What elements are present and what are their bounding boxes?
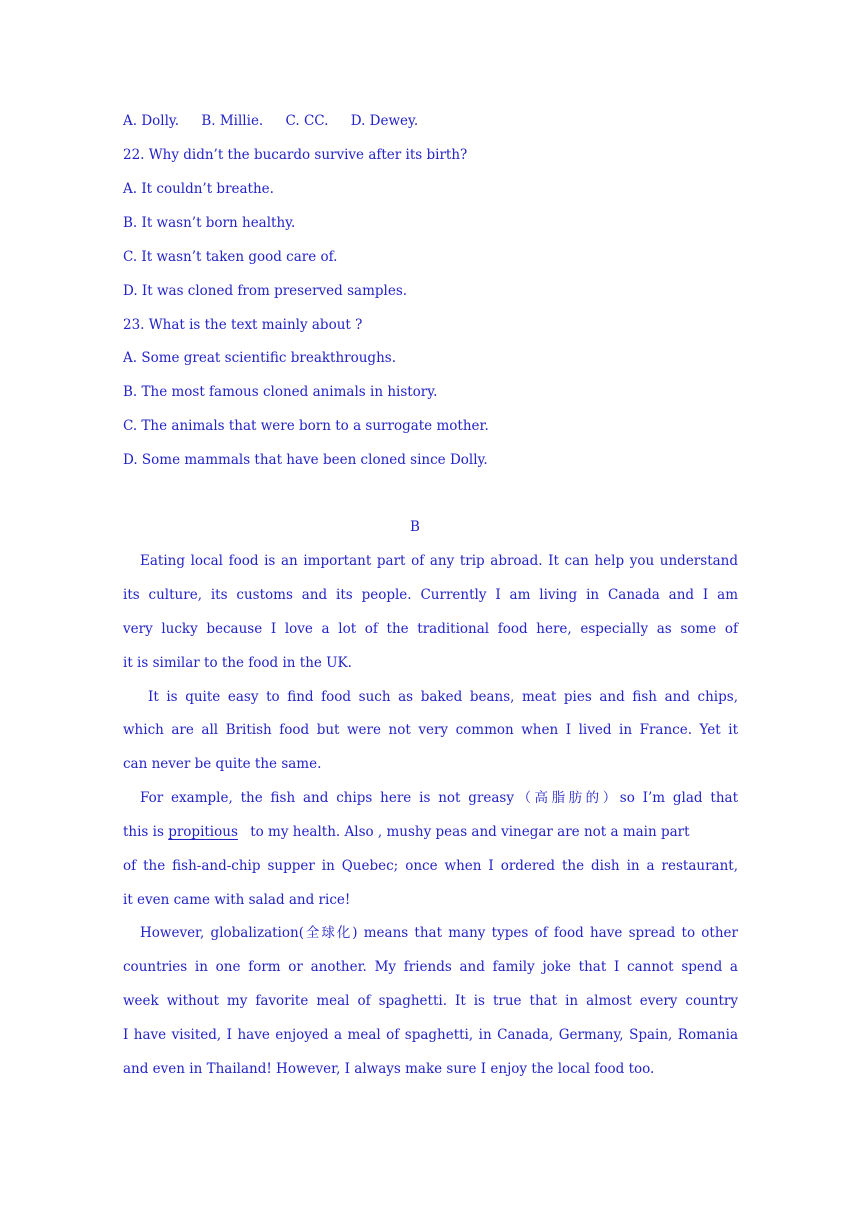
underlined-word: propitious [168, 824, 238, 840]
q23-option-d: D. Some mammals that have been cloned since Dolly. [123, 452, 488, 468]
q21-option-a: A. Dolly. [123, 113, 180, 129]
q23-option-a: A. Some great scientific breakthroughs. [123, 350, 396, 366]
q21-options [123, 112, 436, 130]
passage-line: it is similar to the food in the UK. [123, 655, 352, 671]
passage-line: I have visited, I have enjoyed a meal of spaghetti, in Canada, Germany, Spain, Romania [123, 1027, 738, 1043]
q21-option-c: C. CC. [285, 113, 329, 129]
q22-question: 22. Why didn’t the bucardo survive after its birth? [123, 147, 468, 163]
passage-line: For example, the fish and chips here is not greasy（高脂肪的）so I’m glad that [140, 790, 738, 806]
passage-line: However, globalization(全球化) means that many types of food have spread to other [140, 925, 738, 941]
passage-text: to my health. Also , mushy peas and vinegar are not a main part [250, 824, 690, 840]
passage-line: countries in one form or another. My friends and family joke that I cannot spend a [123, 959, 738, 975]
q23-question: 23. What is the text mainly about ? [123, 317, 363, 333]
passage-line: and even in Thailand! However, I always make sure I enjoy the local food too. [123, 1061, 655, 1077]
passage-line: very lucky because I love a lot of the traditional food here, especially as some of [123, 621, 738, 637]
passage-line: of the fish-and-chip supper in Quebec; once when I ordered the dish in a restaurant, [123, 858, 738, 874]
q21-option-d: D. Dewey. [350, 113, 419, 129]
passage-line: which are all British food but were not very common when I lived in France. Yet it [123, 722, 738, 738]
passage-line: can never be quite the same. [123, 756, 322, 772]
q22-option-c: C. It wasn’t taken good care of. [123, 249, 338, 265]
q23-option-c: C. The animals that were born to a surrogate mother. [123, 418, 489, 434]
q22-option-d: D. It was cloned from preserved samples. [123, 283, 408, 299]
passage-line: it even came with salad and rice! [123, 892, 351, 908]
passage-line: Eating local food is an important part of any trip abroad. It can help you understand [140, 553, 738, 569]
passage-text: this is [123, 824, 164, 840]
q22-option-a: A. It couldn’t breathe. [123, 181, 274, 197]
q22-option-b: B. It wasn’t born healthy. [123, 215, 296, 231]
q23-option-b: B. The most famous cloned animals in history. [123, 384, 438, 400]
section-heading: B [410, 519, 420, 535]
passage-line: its culture, its customs and its people. Currently I am living in Canada and I am [123, 587, 738, 603]
q21-option-b: B. Millie. [201, 113, 264, 129]
passage-line: week without my favorite meal of spaghetti. It is true that in almost every country [123, 993, 738, 1009]
passage-line: It is quite easy to find food such as baked beans, meat pies and fish and chips, [148, 689, 738, 705]
passage-line-with-underlined-word [123, 823, 690, 841]
